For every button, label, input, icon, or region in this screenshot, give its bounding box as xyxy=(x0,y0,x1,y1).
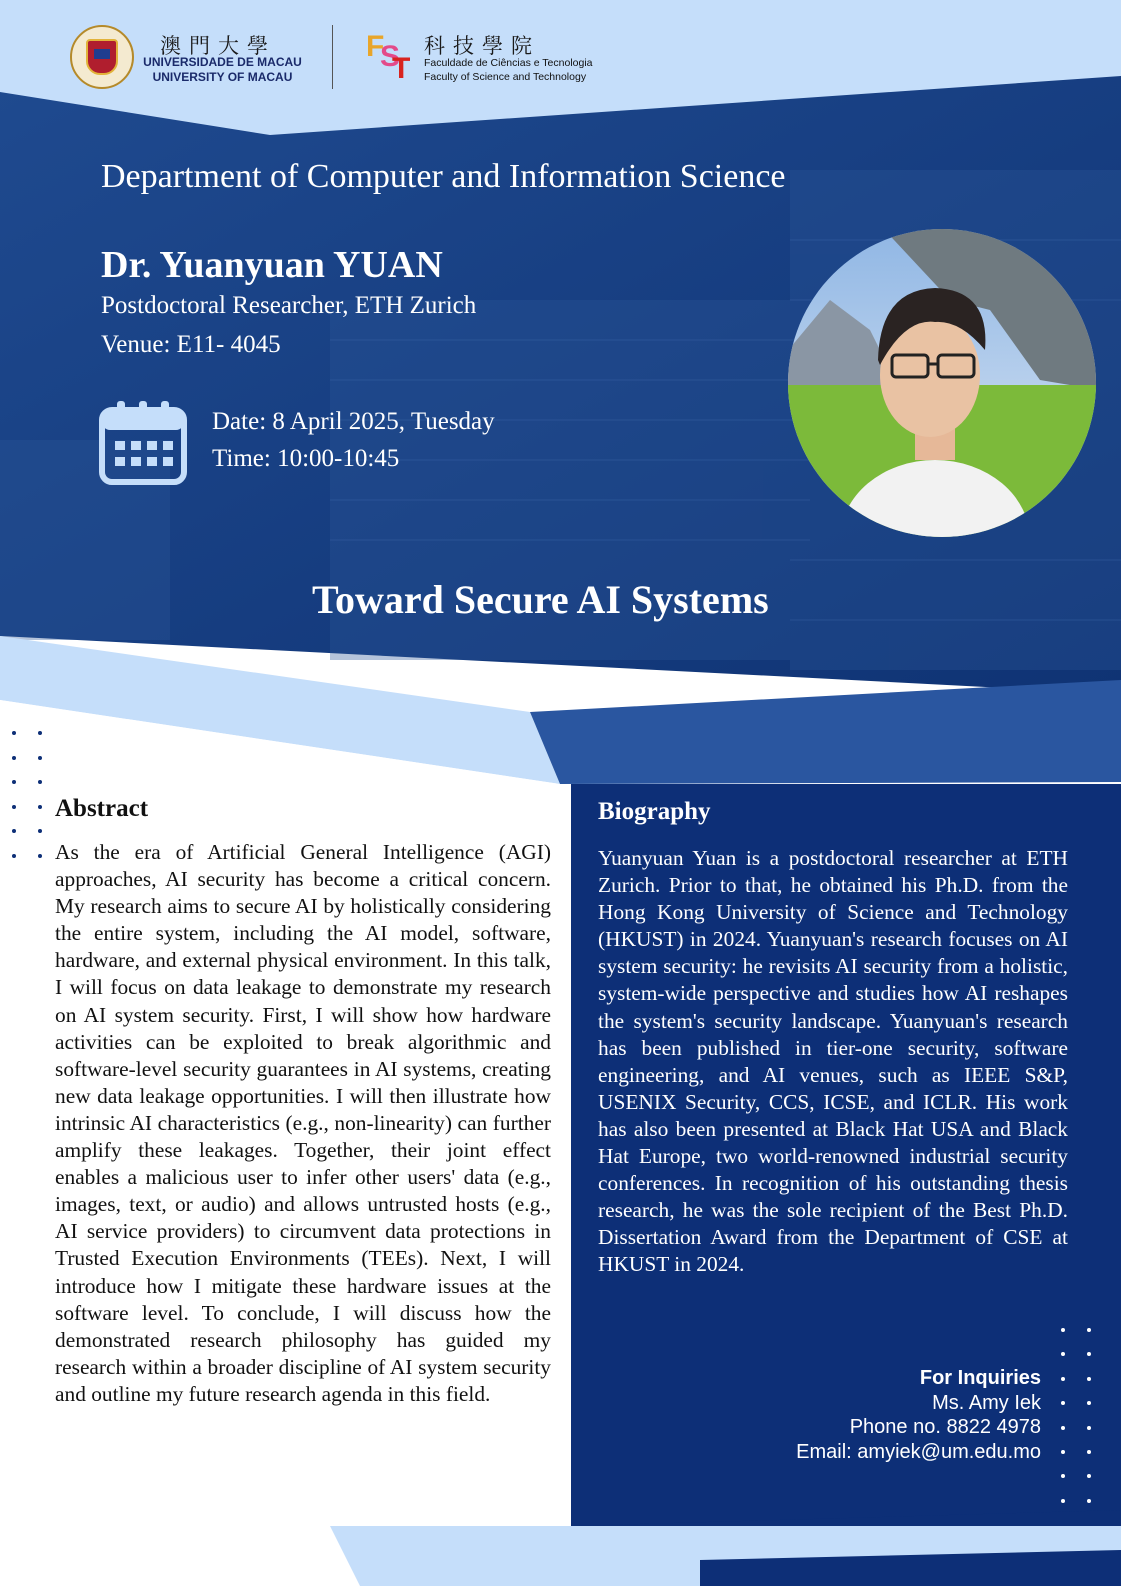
event-time: Time: 10:00-10:45 xyxy=(212,445,400,472)
fst-name-portuguese: Faculdade de Ciências e Tecnologia xyxy=(424,57,593,69)
talk-title: Toward Secure AI Systems xyxy=(312,577,769,622)
biography-heading: Biography xyxy=(598,798,711,825)
inquiries-contact: Ms. Amy Iek xyxy=(932,1392,1041,1414)
inquiries-phone: Phone no. 8822 4978 xyxy=(849,1416,1041,1438)
logo-divider xyxy=(332,25,333,89)
decorative-dots-right xyxy=(1061,1328,1113,1523)
abstract-heading: Abstract xyxy=(55,795,149,822)
fst-name-chinese: 科技學院 xyxy=(424,34,540,58)
event-date: Date: 8 April 2025, Tuesday xyxy=(212,408,495,435)
um-crest-icon xyxy=(70,25,134,89)
inquiries-heading: For Inquiries xyxy=(919,1367,1041,1389)
um-name-portuguese: UNIVERSIDADE DE MACAU xyxy=(143,55,302,69)
fst-logo-icon: F S T xyxy=(366,30,411,85)
speaker-name: Dr. Yuanyuan YUAN xyxy=(101,244,443,286)
venue: Venue: E11- 4045 xyxy=(101,331,281,358)
department-name: Department of Computer and Information Science xyxy=(101,158,786,195)
inquiries-email[interactable]: Email: amyiek@um.edu.mo xyxy=(796,1441,1041,1463)
um-name-english: UNIVERSITY OF MACAU xyxy=(152,70,293,84)
biography-text: Yuanyuan Yuan is a postdoctoral researcher at ETH Zurich. Prior to that, he obtained his Ph.D. from the Hong Kong University of Science and Technology (HKUST) in 2024. Yuanyuan's research focuses on AI system security: he revisits AI security from a holistic, system-wide perspective and studies how AI reshapes the system's security landscape. Yuanyuan's research has been published in tier-one security, software engineering, and AI venues, such as IEEE S&P, USENIX Security, CCS, ICSE, and ICLR. His work has also been presented at Black Hat USA and Black Hat Europe, two world-renowned industrial security conferences. In recognition of his outstanding thesis research, he was the sole recipient of the Best Ph.D. Dissertation Award from the Department of CSE at HKUST in 2024. xyxy=(598,846,1068,1277)
fst-name-english: Faculty of Science and Technology xyxy=(424,71,587,83)
speaker-position: Postdoctoral Researcher, ETH Zurich xyxy=(101,292,477,319)
um-name-chinese: 澳門大學 xyxy=(160,34,276,58)
calendar-icon xyxy=(99,401,187,485)
abstract-text: As the era of Artificial General Intelligence (AGI) approaches, AI security has become a critical concern. My research aims to secure AI by holistically considering the entire system, including the AI model, software, hardware, and external physical environment. In this talk, I will focus on data leakage to demonstrate my research on AI system security. First, I will show how hardware activities can be exploited to break algorithmic and software-level security guarantees in AI systems, creating new data leakage opportunities. I will then illustrate how intrinsic AI characteristics (e.g., non-linearity) can further amplify these leakages. Together, their joint effect enables a malicious user to infer other users' data (e.g., images, text, or audio) and allows untrusted hosts (e.g., AI service providers) to circumvent data protections in Trusted Execution Environments (TEEs). Next, I will introduce how I mitigate these hardware issues at the software level. To conclude, I will discuss how the demonstrated research philosophy has guided my research within a broader discipline of AI system security and outline my future research agenda in this field. xyxy=(55,840,551,1406)
